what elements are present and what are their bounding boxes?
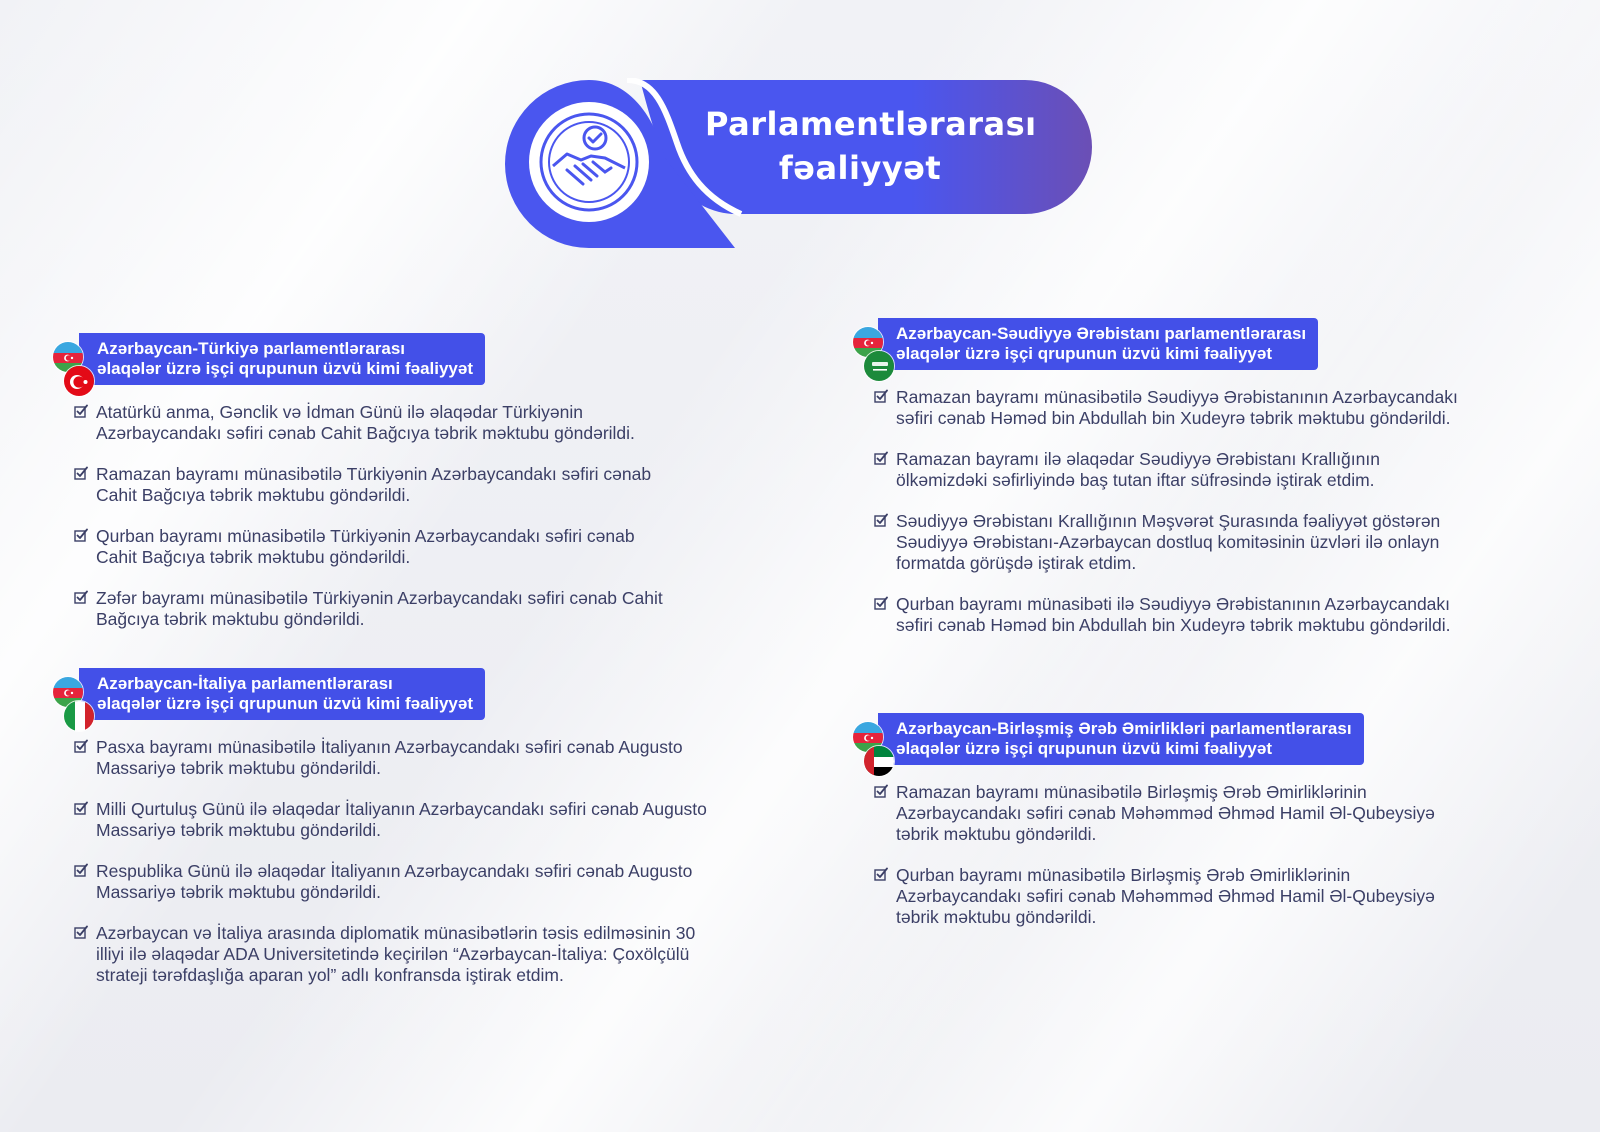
- page-title-line-2: fəaliyyət: [778, 149, 942, 187]
- item-list: [52, 737, 812, 986]
- section-title: [79, 668, 485, 720]
- checkbox-checked-icon: [74, 739, 88, 753]
- item-text-line: Azərbaycan və İtaliya arasında diplomatik münasibətlərin təsis edilməsinin 30: [96, 923, 696, 943]
- list-item: [52, 861, 812, 903]
- italy-flag-icon: [63, 700, 95, 732]
- item-text-line: Ramazan bayramı münasibətilə Birləşmiş Ərəb Əmirliklərinin: [896, 782, 1367, 802]
- checkbox-checked-icon: [874, 784, 888, 798]
- section-title-line-2: əlaqələr üzrə işçi qrupunun üzvü kimi fəaliyyət: [896, 344, 1273, 363]
- item-text-line: Qurban bayramı münasibətilə Birləşmiş Ərəb Əmirliklərinin: [896, 865, 1351, 885]
- list-item: [52, 526, 812, 568]
- checkbox-checked-icon: [874, 451, 888, 465]
- item-text-line: Qurban bayramı münasibətilə Türkiyənin Azərbaycandakı səfiri cənab: [96, 526, 635, 546]
- handshake-check-icon: [529, 102, 649, 222]
- item-text-line: Respublika Günü ilə əlaqədar İtaliyanın Azərbaycandakı səfiri cənab Augusto: [96, 861, 693, 881]
- list-item: [52, 402, 812, 444]
- item-text-line: illiyi ilə əlaqədar ADA Universitetində keçirilən “Azərbaycan-İtaliya: Çoxölçülü: [96, 944, 690, 964]
- section-turkey: [52, 333, 812, 650]
- saudi-arabia-flag-icon: [863, 350, 895, 382]
- section-title-line-2: əlaqələr üzrə işçi qrupunun üzvü kimi fəaliyyət: [97, 694, 474, 713]
- item-text-line: Azərbaycandakı səfiri cənab Məhəmməd Əhməd Hamil Əl-Qubeysiyə: [896, 803, 1435, 823]
- section-title-line-2: əlaqələr üzrə işçi qrupunun üzvü kimi fəaliyyət: [896, 739, 1273, 758]
- section-italy: [52, 668, 812, 1006]
- item-text-line: Ramazan bayramı münasibətilə Səudiyyə Ərəbistanının Azərbaycandakı: [896, 387, 1458, 407]
- item-text-line: ölkəmizdəki səfirliyində baş tutan iftar süfrəsində iştirak etdim.: [896, 470, 1375, 490]
- section-title-line-2: əlaqələr üzrə işçi qrupunun üzvü kimi fəaliyyət: [97, 359, 474, 378]
- item-text-line: Səudiyyə Ərəbistanı Krallığının Məşvərət Şurasında fəaliyyət göstərən: [896, 511, 1441, 531]
- list-item: [852, 511, 1572, 574]
- list-item: [52, 588, 812, 630]
- list-item: [852, 865, 1572, 928]
- item-text-line: Ramazan bayramı münasibətilə Türkiyənin Azərbaycandakı səfiri cənab: [96, 464, 652, 484]
- item-text-line: səfiri cənab Həməd bin Abdullah bin Xudeyrə təbrik məktubu göndərildi.: [896, 615, 1451, 635]
- item-text-line: Cahit Bağcıya təbrik məktubu göndərildi.: [96, 547, 411, 567]
- item-list: [852, 387, 1572, 636]
- uae-flag-icon: [863, 745, 895, 777]
- list-item: [852, 449, 1572, 491]
- turkey-flag-icon: [63, 365, 95, 397]
- checkbox-checked-icon: [874, 596, 888, 610]
- item-list: [52, 402, 812, 630]
- item-text-line: təbrik məktubu göndərildi.: [896, 824, 1097, 844]
- section-title-line-1: Azərbaycan-İtaliya parlamentlərarası: [97, 674, 393, 693]
- item-text-line: Cahit Bağcıya təbrik məktubu göndərildi.: [96, 485, 411, 505]
- list-item: [852, 594, 1572, 636]
- section-title: [878, 713, 1364, 765]
- section-title: [79, 333, 485, 385]
- checkbox-checked-icon: [874, 867, 888, 881]
- list-item: [52, 464, 812, 506]
- section-flags: [852, 326, 900, 388]
- checkbox-checked-icon: [74, 863, 88, 877]
- item-text-line: Qurban bayramı münasibəti ilə Səudiyyə Ərəbistanının Azərbaycandakı: [896, 594, 1451, 614]
- checkbox-checked-icon: [74, 466, 88, 480]
- item-text-line: təbrik məktubu göndərildi.: [896, 907, 1097, 927]
- checkbox-checked-icon: [74, 801, 88, 815]
- item-text-line: Səudiyyə Ərəbistanı-Azərbaycan dostluq komitəsinin üzvləri ilə onlayn: [896, 532, 1440, 552]
- item-text-line: Massariyə təbrik məktubu göndərildi.: [96, 758, 381, 778]
- page-title: [705, 102, 1037, 190]
- item-text-line: Bağcıya təbrik məktubu göndərildi.: [96, 609, 365, 629]
- section-flags: [52, 341, 100, 403]
- section-flags: [52, 676, 100, 738]
- section-title-line-1: Azərbaycan-Birləşmiş Ərəb Əmirlikləri parlamentlərarası: [896, 719, 1352, 738]
- section-title-line-1: Azərbaycan-Türkiyə parlamentlərarası: [97, 339, 406, 358]
- page-title-line-1: Parlamentlərarası: [705, 105, 1037, 143]
- section-saudi-arabia: [852, 318, 1572, 656]
- item-text-line: Pasxa bayramı münasibətilə İtaliyanın Azərbaycandakı səfiri cənab Augusto: [96, 737, 683, 757]
- checkbox-checked-icon: [74, 590, 88, 604]
- section-title: [878, 318, 1318, 370]
- item-text-line: Massariyə təbrik məktubu göndərildi.: [96, 882, 381, 902]
- checkbox-checked-icon: [874, 389, 888, 403]
- item-text-line: Azərbaycandakı səfiri cənab Cahit Bağcıya təbrik məktubu göndərildi.: [96, 423, 635, 443]
- list-item: [52, 799, 812, 841]
- checkbox-checked-icon: [74, 528, 88, 542]
- page-header: [505, 78, 1095, 250]
- list-item: [852, 782, 1572, 845]
- list-item: [852, 387, 1572, 429]
- checkbox-checked-icon: [74, 404, 88, 418]
- item-text-line: səfiri cənab Həməd bin Abdullah bin Xudeyrə təbrik məktubu göndərildi.: [896, 408, 1451, 428]
- section-title-line-1: Azərbaycan-Səudiyyə Ərəbistanı parlamentlərarası: [896, 324, 1307, 343]
- item-text-line: strateji tərəfdaşlığa aparan yol” adlı konfransda iştirak etdim.: [96, 965, 564, 985]
- section-uae: [852, 713, 1572, 948]
- item-text-line: Zəfər bayramı münasibətilə Türkiyənin Azərbaycandakı səfiri cənab Cahit: [96, 588, 663, 608]
- list-item: [52, 737, 812, 779]
- item-text-line: Azərbaycandakı səfiri cənab Məhəmməd Əhməd Hamil Əl-Qubeysiyə: [896, 886, 1435, 906]
- item-text-line: Milli Qurtuluş Günü ilə əlaqədar İtaliyanın Azərbaycandakı səfiri cənab Augusto: [96, 799, 707, 819]
- item-text-line: Ramazan bayramı ilə əlaqədar Səudiyyə Ərəbistanı Krallığının: [896, 449, 1380, 469]
- checkbox-checked-icon: [874, 513, 888, 527]
- section-flags: [852, 721, 900, 783]
- checkbox-checked-icon: [74, 925, 88, 939]
- item-text-line: Massariyə təbrik məktubu göndərildi.: [96, 820, 381, 840]
- item-list: [852, 782, 1572, 928]
- item-text-line: Atatürkü anma, Gənclik və İdman Günü ilə əlaqədar Türkiyənin: [96, 402, 584, 422]
- item-text-line: formatda görüşdə iştirak etdim.: [896, 553, 1137, 573]
- list-item: [52, 923, 812, 986]
